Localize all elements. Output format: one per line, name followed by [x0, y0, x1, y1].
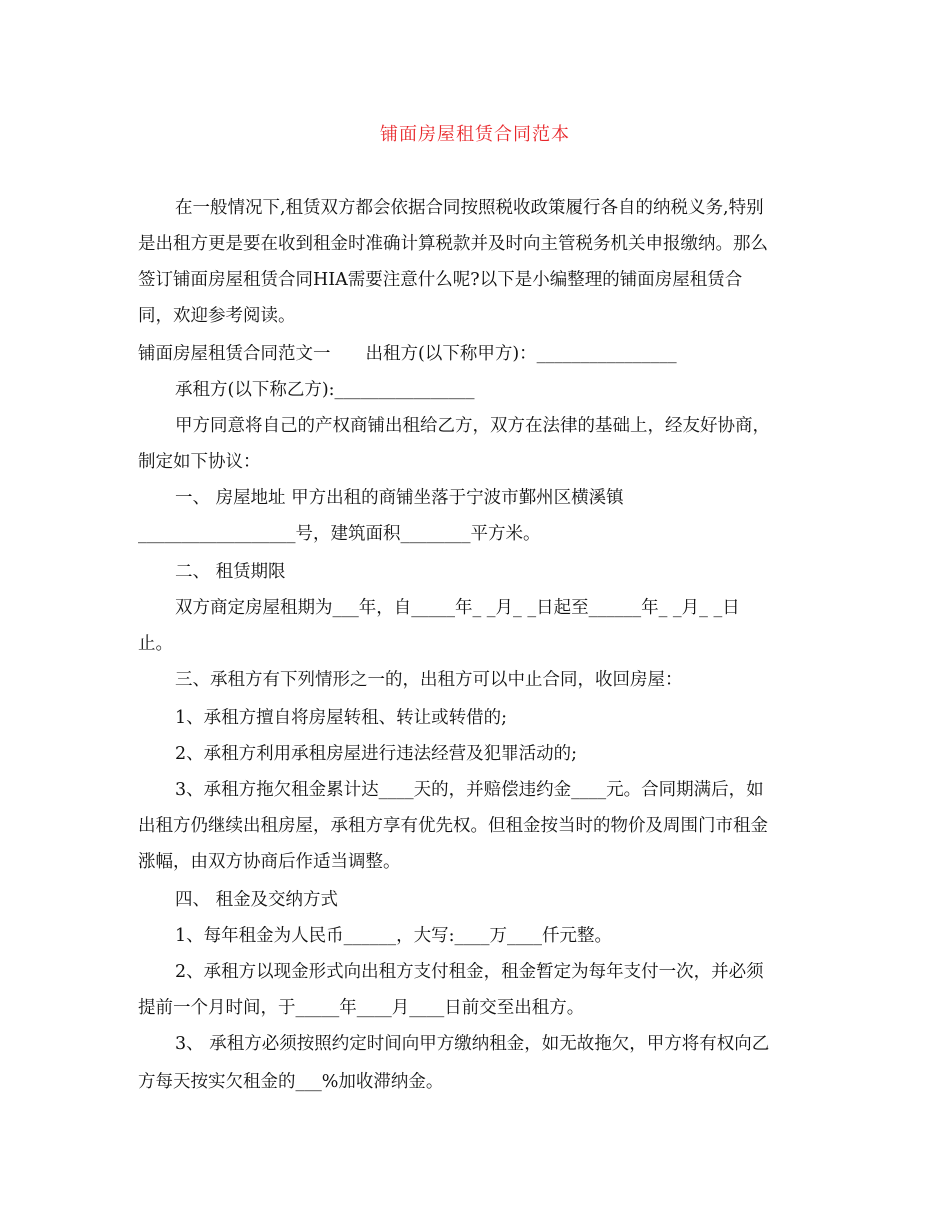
section-heading: 四、 租金及交纳方式	[175, 890, 339, 910]
paragraph-line: 在一般情况下,租赁双方都会依据合同按照税收政策履行各自的纳税义务,特别	[175, 198, 764, 218]
paragraph-line: 方每天按实欠租金的___%加收滞纳金。	[138, 1072, 444, 1092]
paragraph-line: 铺面房屋租赁合同范文一 出租方(以下称甲方)：________________	[138, 344, 677, 364]
paragraph-line: 双方商定房屋租期为___年，自_____年_ _月_ _日起至______年_ _月_ _日	[175, 598, 740, 618]
paragraph-line: 甲方同意将自己的产权商铺出租给乙方，双方在法律的基础上，经友好协商，	[175, 416, 770, 436]
paragraph-line: 3、 承租方必须按照约定时间向甲方缴纳租金，如无故拖欠，甲方将有权向乙	[175, 1034, 770, 1054]
section-heading: 二、 租赁期限	[175, 562, 286, 582]
paragraph-line: 1、每年租金为人民币______，大写:____万____仟元整。	[175, 926, 613, 946]
paragraph-line: 3、承租方拖欠租金累计达____天的，并赔偿违约金____元。合同期满后，如	[175, 780, 764, 800]
paragraph-line: 涨幅，由双方协商后作适当调整。	[138, 852, 401, 872]
paragraph-line: __________________号，建筑面积________平方米。	[138, 524, 541, 544]
paragraph-line: 1、承租方擅自将房屋转租、转让或转借的;	[175, 708, 508, 728]
paragraph-line: 承租方(以下称乙方):________________	[175, 380, 475, 400]
paragraph-line: 是出租方更是要在收到租金时准确计算税款并及时向主管税务机关申报缴纳。那么	[138, 234, 768, 254]
document-title: 铺面房屋租赁合同范本	[380, 124, 570, 145]
paragraph-line: 制定如下协议：	[138, 452, 261, 472]
paragraph-line: 一、 房屋地址 甲方出租的商铺坐落于宁波市鄞州区横溪镇	[175, 488, 624, 508]
paragraph-line: 2、承租方利用承租房屋进行违法经营及犯罪活动的;	[175, 744, 578, 764]
paragraph-line: 签订铺面房屋租赁合同HIA需要注意什么呢?以下是小编整理的铺面房屋租赁合	[138, 270, 743, 290]
paragraph-line: 同，欢迎参考阅读。	[138, 306, 296, 326]
paragraph-line: 止。	[138, 634, 173, 654]
paragraph-line: 2、承租方以现金形式向出租方支付租金，租金暂定为每年支付一次，并必须	[175, 962, 764, 982]
section-heading: 三、承租方有下列情形之一的，出租方可以中止合同，收回房屋：	[175, 670, 683, 690]
paragraph-line: 出租方仍继续出租房屋，承租方享有优先权。但租金按当时的物价及周围门市租金	[138, 816, 768, 836]
paragraph-line: 提前一个月时间，于_____年____月____日前交至出租方。	[138, 998, 585, 1018]
